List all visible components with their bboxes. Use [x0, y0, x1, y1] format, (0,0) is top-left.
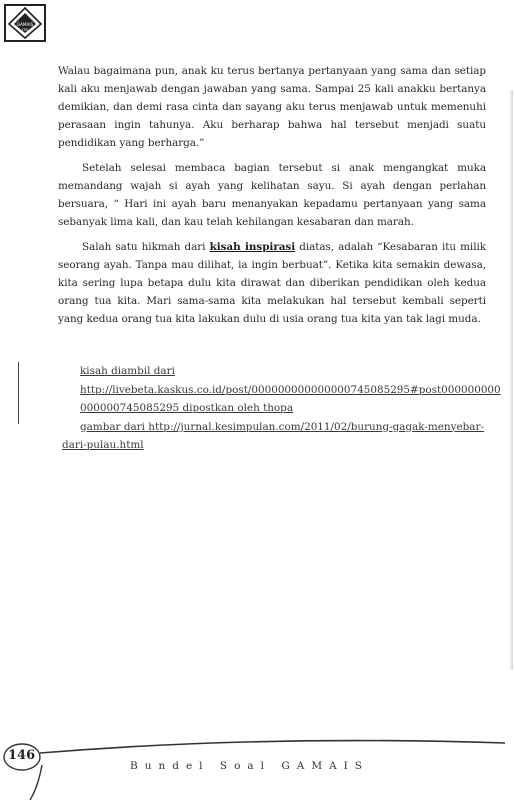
source-image-credit[interactable]: gambar dari http://jurnal.kesimpulan.com/2011/02/burung-gagak-menyebar-	[80, 420, 484, 433]
kisah-inspirasi-link[interactable]: kisah inspirasi	[209, 241, 296, 253]
source-list	[62, 362, 501, 455]
main-text	[58, 62, 486, 335]
gamais-logo	[4, 4, 46, 42]
logo-subtext: ITB	[22, 28, 28, 32]
paragraph-2: Setelah selesai membaca bagian tersebut si anak mengangkat muka memandang wajah si ayah yang kelihatan sayu. Si ayah dengan perlahan bersuara, “ Hari ini ayah baru menanyakan kepadamu pertanyaan yang sama sebanyak lima kali, dan kau telah kehilangan kesabaran dan marah.	[58, 162, 486, 228]
paragraph-3	[58, 238, 486, 328]
page-edge-shadow	[509, 90, 513, 670]
margin-line	[18, 362, 19, 424]
paragraph-3-before: Salah satu hikmah dari	[82, 241, 210, 253]
paragraph-3-after: diatas, adalah “Kesabaran itu milik seorang ayah. Tanpa mau dilihat, ia ingin berbuat”. Ketika kita semakin dewasa, kita sering lupa betapa dulu kita dirawat dan diberikan pendidikan oleh kedua orang tua kita. Mari sama-sama kita melakukan hal tersebut kembali seperti yang kedua orang tua kita lakukan dulu di usia orang tua kita yan tak lagi muda.	[58, 241, 486, 325]
source-intro: kisah diambil dari	[80, 365, 175, 377]
gamais-logo-icon	[4, 4, 46, 42]
source-image-credit-continued[interactable]: dari-pulau.html	[62, 439, 144, 451]
source-link-kaskus[interactable]: http://livebeta.kaskus.co.id/post/000000000000000745085295#post000000000	[80, 383, 501, 396]
source-link-kaskus-continued[interactable]: 000000745085295 dipostkan oleh thopa	[80, 402, 294, 414]
logo-text: GAMAIS	[16, 22, 34, 27]
footer-title: Bundel Soal GAMAIS	[130, 760, 369, 772]
page-number: 146	[8, 748, 36, 763]
paragraph-1: Walau bagaimana pun, anak ku terus bertanya pertanyaan yang sama dan setiap kali aku menjawab dengan jawaban yang sama. Sampai 25 kali anakku bertanya demikian, dan demi rasa cinta dan sayang aku terus menjawab untuk memenuhi perasaan ingin tahunya. Aku berharap bahwa hal tersebut menjadi suatu pendidikan yang berharga.”	[58, 65, 486, 149]
